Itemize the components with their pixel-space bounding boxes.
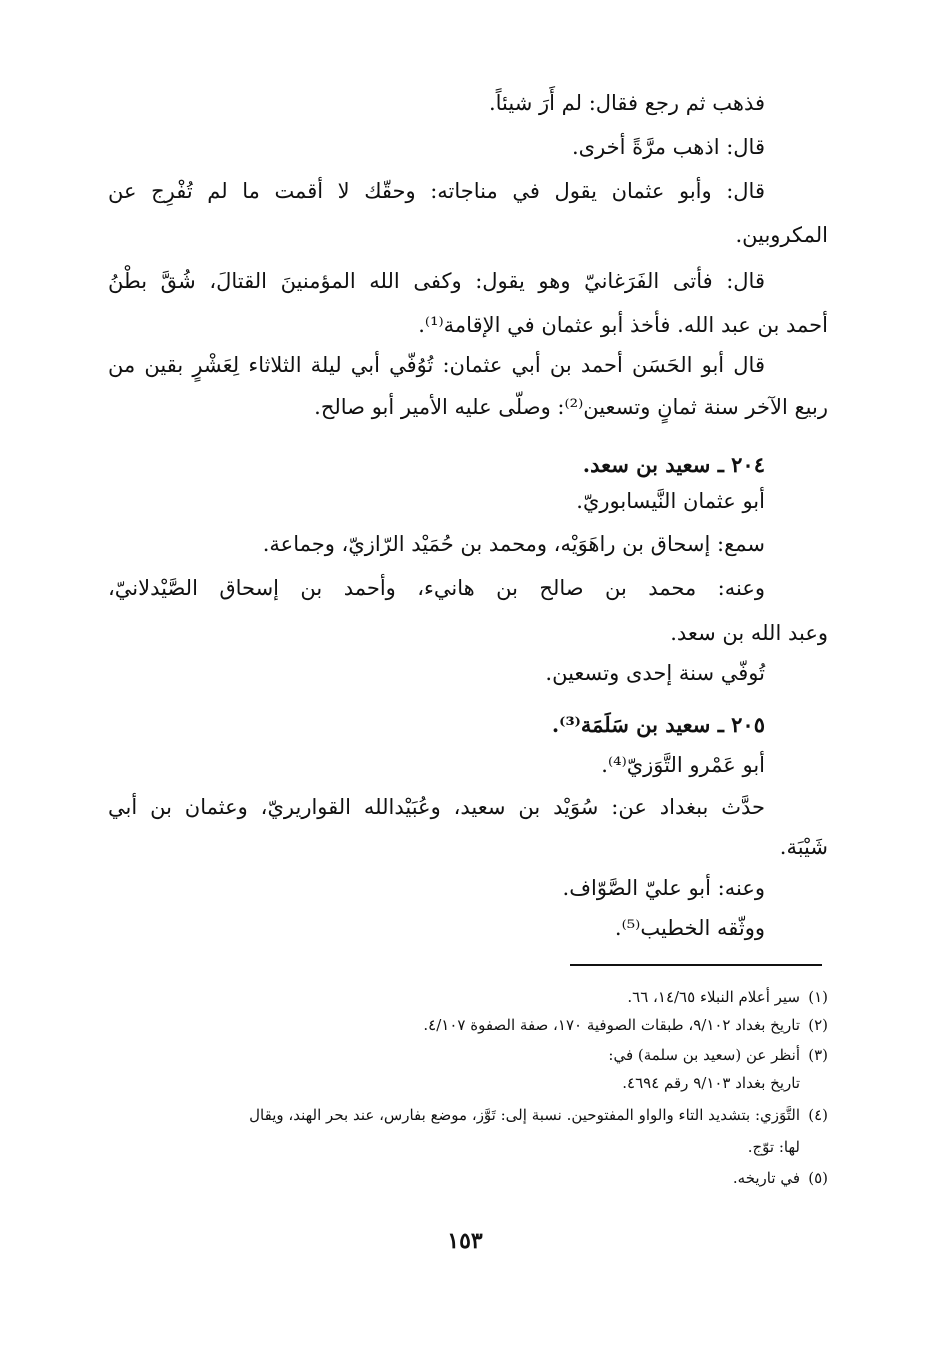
text-line: وعنه: أبو عليّ الصَّوّاف. bbox=[562, 876, 765, 900]
text-line: ووثّقه الخطيب⁽⁵⁾. bbox=[614, 916, 765, 940]
footnote-continuation bbox=[108, 1072, 800, 1094]
footnote-text: لها: توّج. bbox=[747, 1138, 800, 1156]
entry-heading: ٢٠٤ ـ سعيد بن سعد. bbox=[582, 452, 765, 477]
text-line: شَيْبَة. bbox=[779, 835, 828, 859]
footnote-text: تاريخ بغداد ٩/١٠٣ رقم ٤٦٩٤. bbox=[622, 1074, 800, 1092]
text-line: أبو عثمان النَّيسابوريّ. bbox=[576, 489, 765, 513]
text-line: وعنه: محمد بن صالح بن هانيء، وأحمد بن إسحاق الصَّيْدلانيّ، bbox=[108, 576, 765, 600]
entry-heading: ٢٠٥ ـ سعيد بن سَلَمَة⁽³⁾. bbox=[551, 712, 765, 737]
text-line: أبو عَمْرو التَّوَزيّ⁽⁴⁾. bbox=[601, 753, 765, 777]
text-line: سمع: إسحاق بن راهَوَيْه، ومحمد بن حُمَيْد الرّازيّ، وجماعة. bbox=[262, 532, 765, 556]
footnote bbox=[108, 986, 828, 1008]
text-line: قال أبو الحَسَن أحمد بن أبي عثمان: تُوُفّي أبي ليلة الثلاثاء لِعَشْرٍ بقين من bbox=[108, 353, 765, 377]
footnote-separator bbox=[570, 964, 822, 966]
footnote-number: (٣) bbox=[808, 1046, 828, 1064]
page-number: ١٥٣ bbox=[447, 1228, 483, 1254]
footnote-text: سير أعلام النبلاء ١٤/٦٥، ٦٦. bbox=[627, 988, 800, 1006]
footnote bbox=[108, 1014, 828, 1036]
footnote bbox=[108, 1167, 828, 1189]
footnote-number: (٥) bbox=[808, 1169, 828, 1187]
text-line: المكروبين. bbox=[735, 223, 828, 247]
text-line: ربيع الآخر سنة ثمانٍ وتسعين⁽²⁾: وصلّى عليه الأمير أبو صالح. bbox=[314, 395, 828, 419]
footnote-text: في تاريخه. bbox=[732, 1169, 800, 1187]
text-line: حدَّث ببغداد عن: سُوَيْد بن سعيد، وعُبَيْدالله القواريريّ، وعثمان بن أبي bbox=[108, 795, 765, 819]
footnote bbox=[108, 1044, 828, 1066]
footnote-text: تاريخ بغداد ٩/١٠٢، طبقات الصوفية ١٧٠، صفة الصفوة ٤/١٠٧. bbox=[423, 1016, 800, 1034]
text-line: قال: وأبو عثمان يقول في مناجاته: وحقّك لا أقمت ما لم تُفْرِج عن bbox=[108, 179, 765, 203]
text-line: وعبد الله بن سعد. bbox=[670, 621, 828, 645]
footnote bbox=[108, 1104, 828, 1126]
footnote-continuation bbox=[108, 1136, 800, 1158]
footnote-text: التَّوَزي: بتشديد التاء والواو المفتوحين. نسبة إلى: تَوَّز، موضع بفارس، عند بحر الهند، ويقال bbox=[249, 1106, 800, 1124]
footnote-text: أنظر عن (سعيد بن سلمة) في: bbox=[608, 1046, 800, 1064]
text-line: أحمد بن عبد الله. فأخذ أبو عثمان في الإقامة⁽¹⁾. bbox=[418, 313, 828, 337]
footnote-number: (٢) bbox=[808, 1016, 828, 1034]
text-line: قال: فأتى الفَرَغانيّ وهو يقول: وكفى الله المؤمنينَ القتالَ، شُقَّ بطْنُ bbox=[108, 269, 765, 293]
footnote-number: (١) bbox=[808, 988, 828, 1006]
footnote-number: (٤) bbox=[808, 1106, 828, 1124]
text-line: فذهب ثم رجع فقال: لم أَرَ شيئاً. bbox=[488, 91, 765, 115]
text-line: تُوفّي سنة إحدى وتسعين. bbox=[545, 661, 765, 685]
text-line: قال: اذهب مرَّةً أخرى. bbox=[571, 135, 765, 159]
